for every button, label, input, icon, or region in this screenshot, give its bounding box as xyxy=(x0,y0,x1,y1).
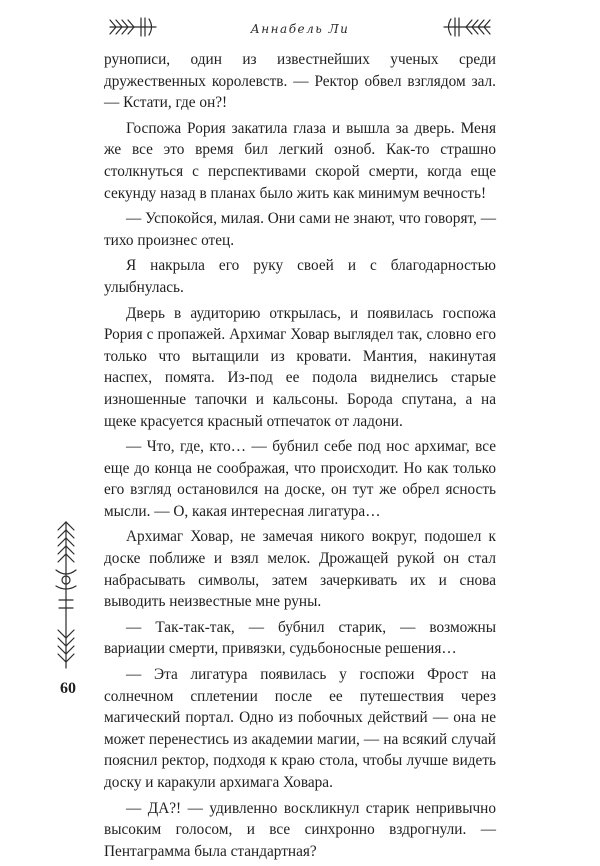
running-title: Аннабель Ли xyxy=(250,22,350,36)
paragraph: — ДА?! — удивленно воскликнул старик непривычно высоким голосом, и все синхронно вздрогнули. — Пентаграмма была стандартная? xyxy=(104,799,496,860)
paragraph: Госпожа Рория закатила глаза и вышла за дверь. Меня же все это время бил легкий озноб. Как-то страшно столкнуться с перспективами скорой смерти, когда еще секунду назад в планах было жить как минимум вечность! xyxy=(104,119,496,202)
body-text xyxy=(104,49,496,866)
paragraph: Архимаг Ховар, не замечая никого вокруг, подошел к доске поближе и взял мелок. Дрожащей рукой он стал набрасывать символы, затем зачеркивать их и снова выводить неизвестные мне руны. xyxy=(104,528,496,611)
vertical-arrow-ornament-icon xyxy=(48,520,84,670)
paragraph: — Что, где, кто… — бубнил себе под нос архимаг, все еще до конца не соображая, что происходит. Но как только его взгляд остановился на доске, он тут же обрел ясность мысли. — О, какая интересная лигатура… xyxy=(104,438,496,520)
arrow-ornament-right-icon xyxy=(442,14,492,40)
running-header xyxy=(108,10,492,46)
paragraph: Я накрыла его руку своей и с благодарностью улыбнулась. xyxy=(104,257,496,296)
paragraph: — Успокойся, милая. Они сами не знают, что говорят, — тихо произнес отец. xyxy=(104,210,496,249)
paragraph: — Эта лигатура появилась у госпожи Фрост на солнечном сплетении после ее путешествия через магический портал. Одно из побочных действий — она не может перенестись из академии магии, — на всякий случай пояснил ректор, подходя к краю стола, чтобы лучше видеть доску и каракули архимага Ховара. xyxy=(104,666,496,791)
page-number: 60 xyxy=(60,680,76,697)
paragraph: — Так-так-так, — бубнил старик, — возможны вариации смерти, привязки, судьбоносные решения… xyxy=(104,618,496,658)
paragraph: Дверь в аудиторию открылась, и появилась госпожа Рория с пропажей. Архимаг Ховар выглядел так, словно его только что вытащили из кровати. Мантия, накинутая наспех, помята. Из-под ее подола виднелись старые изношенные тапочки и кальсоны. Борода спутана, а на щеке красуется красный отпечаток от ладони. xyxy=(104,304,496,430)
paragraph: рунописи, один из известнейших ученых среди дружественных королевств. — Ректор обвел взглядом зал. — Кстати, где он?! xyxy=(104,51,496,112)
